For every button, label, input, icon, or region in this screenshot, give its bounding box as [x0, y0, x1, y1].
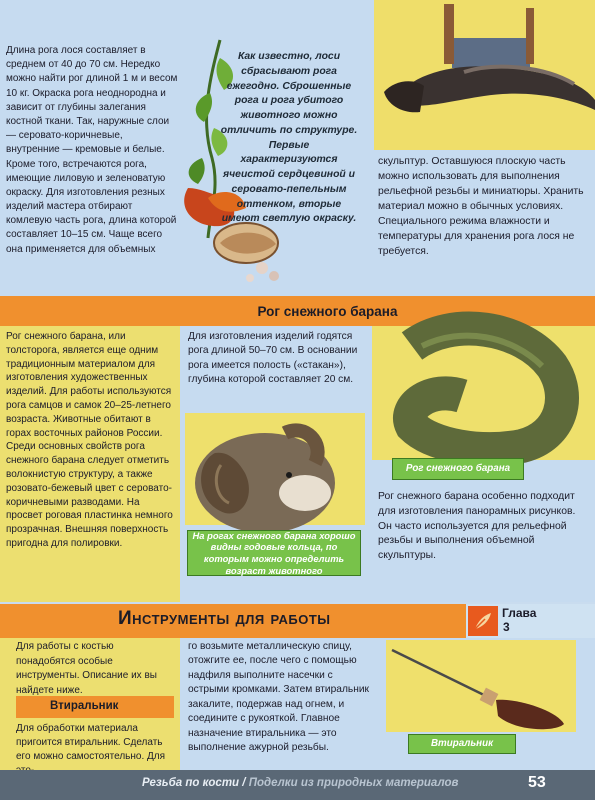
tools-section-title: Инструменты для работы: [118, 608, 331, 629]
ram-horn-photo: [372, 326, 595, 460]
moose-horn-note: Как известно, лоси сбрасывают рога ежегодно. Сброшенные рога и рога убитого животного можно отличить по структуре. Первые характеризуются ячеистой сердцевиной и серовато-пепельным оттенком, вторые имеют светлую окраску.: [220, 51, 358, 225]
tools-col2-text: го возьмите металлическую спицу, отожгите ее, после чего с помощью надфиля выполните насечки с острыми кромками. Затем втиральник закалите, подержав над огнем, и соедините с рукояткой. Главное назначение втиральника — это выполнение ажурной резьбы.: [188, 641, 369, 754]
chapter-number: 3: [503, 620, 510, 634]
moose-horn-text-continued: скульптур. Оставшуюся плоскую часть можно использовать для выполнения рельефной резьбы и миниатюры. Хранить материал можно в обычных условиях. Специального режима влажности и температуры для хранения рога лося не требуется.: [378, 156, 584, 258]
ram-text-col3: Рог снежного барана особенно подходит для изготовления панорамных рисунков. Он часто используется для рельефной резьбы и выполнения объемной скульптуры.: [378, 491, 576, 562]
section-title: Поделки из природных материалов: [248, 777, 459, 789]
tool-photo: [386, 640, 576, 732]
moose-horn-text: Длина рога лося составляет в среднем от 40 до 70 см. Нередко можно найти рог длиной 1 м и весом 10 кг. Окраска рога неоднородна и зависит от глубины залегания костной ткани. Так, наружные слои — серовато-коричневые, внутренние — кремовые и белые. Кроме того, встречаются рога, имеющие лиловую и зеленоватую окраску. Для изготовления резных изделий мастера отбирают комлевую часть рога, длина которой составляет 10–15 см. Чаще всего она применяется для объемных: [6, 45, 178, 255]
chapter-icon: [468, 606, 498, 636]
tool-subheading: Втиральник: [50, 700, 119, 712]
ram-head-photo: [185, 413, 365, 525]
ram-horn-caption: Рог снежного барана: [392, 458, 524, 480]
chapter-label: Глава: [502, 606, 537, 620]
ram-horn-image: [372, 326, 595, 460]
leaf-icon: [471, 609, 495, 633]
page-number: 53: [528, 774, 546, 791]
tools-intro: Для работы с костью понадобятся особые инструменты. Описание их вы найдете ниже.: [16, 641, 157, 696]
ram-text-col2: Для изготовления изделий годятся рога длиной 50–70 см. В основании рога имеется полость («стакан»), глубина которой составляет 20 см.: [188, 331, 358, 385]
tool-sub-text: Для обработки материала пригоится втиральник. Сделать его можно самостоятельно. Для: [16, 723, 166, 762]
footer-text: [142, 777, 458, 789]
footer-separator: /: [242, 777, 246, 789]
ram-section-title: Рог снежного барана: [257, 303, 398, 319]
ram-head-image: [185, 413, 365, 525]
carved-horn-photo: [374, 0, 595, 150]
tool-image: [386, 640, 576, 732]
ram-text-col1: Рог снежного барана, или толсторога, является еще одним традиционным материалом для изготовления художественных изделий. Для работы используются рога самцов и самок 20–25-летнего возраста. Животные обитают в горах восточных районов России. Среди основных свойств рога снежного барана следует отметить волокнистую структуру, а также розовато-бежевый цвет с серовато-коричневыми разводами. На просвет роговая пластинка немного прозрачная. Внешняя поверхность пригодна для полировки.: [6, 331, 173, 549]
carved-horn-image: [374, 0, 595, 150]
ram-head-caption: На рогах снежного барана хорошо видны годовые кольца, по которым можно определить возраст животного: [187, 530, 361, 576]
book-title: Резьба по кости: [142, 777, 240, 789]
tool-caption: Втиральник: [408, 734, 516, 754]
